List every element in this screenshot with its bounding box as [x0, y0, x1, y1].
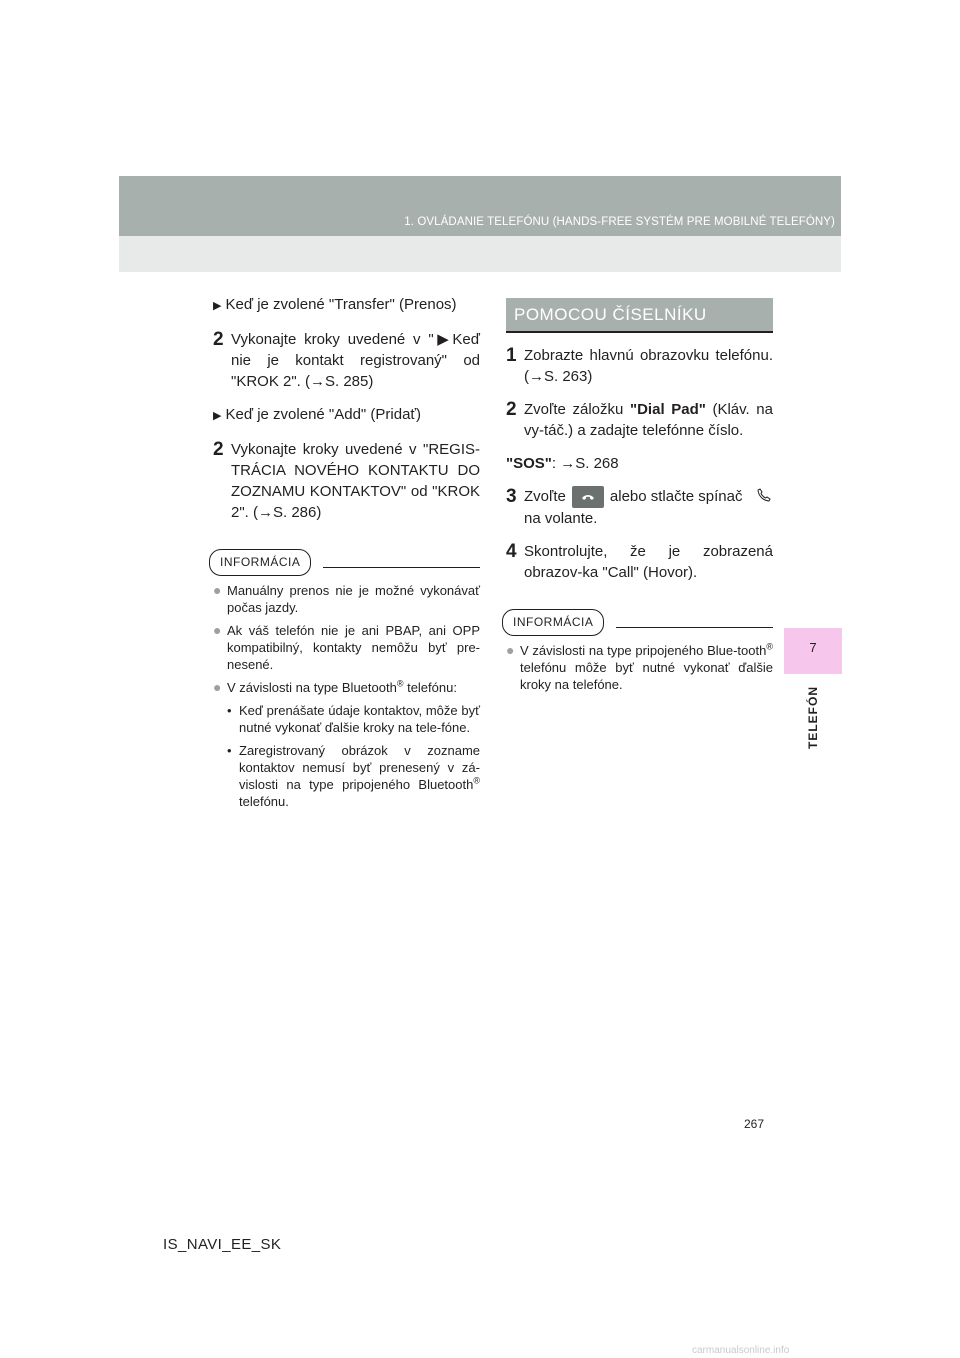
step-text: Zobrazte hlavnú obrazovku telefónu. (→S. 263)	[524, 347, 773, 385]
info-divider	[616, 627, 773, 628]
info-list	[213, 582, 480, 810]
step-number: 4	[506, 541, 517, 563]
step-1	[506, 345, 773, 387]
bullet-dot-icon: ●	[213, 582, 222, 598]
chapter-label	[800, 686, 826, 749]
header-subband	[119, 236, 841, 272]
step-transfer	[213, 329, 480, 392]
info-label: INFORMÁCIA	[209, 549, 311, 576]
step-text: Vykonajte kroky uvedené v "REGIS-TRÁCIA NOVÉHO KONTAKTU DO ZOZNAMU KONTAKTOV" od "KROK 2". (→S. 286)	[231, 441, 480, 521]
info-list	[506, 642, 773, 693]
add-heading	[213, 404, 480, 427]
step-text: Skontrolujte, že je zobrazená obrazov-ka "Call" (Hovor).	[524, 543, 773, 582]
chapter-label-text: TELEFÓN	[806, 686, 820, 749]
small-bullet-icon: •	[227, 743, 232, 758]
chapter-tab	[784, 628, 842, 674]
info-sub-item: • Zaregistrovaný obrázok v zozname kontaktov nemusí byť prenesený v zá-vislosti na type pripojeného Bluetooth® telefónu.	[227, 743, 480, 809]
step-add	[213, 439, 480, 523]
info-divider	[323, 567, 480, 568]
info-item: ● V závislosti na type Bluetooth® telefónu:	[213, 678, 457, 695]
step-number: 2	[506, 399, 517, 420]
step-4	[506, 541, 773, 583]
document-code: IS_NAVI_EE_SK	[163, 1236, 282, 1253]
step-3	[506, 486, 773, 529]
info-item: ● Ak váš telefón nie je ani PBAP, ani OPP kompatibilný, kontakty nemôžu byť pre-nesené.	[213, 622, 480, 672]
page-number: 267	[744, 1117, 765, 1131]
transfer-heading	[213, 294, 480, 317]
info-item: ● V závislosti na type pripojeného Blue-tooth® telefónu môže byť nutné vykonať ďalšie kroky na telefóne.	[506, 641, 773, 693]
bullet-dot-icon: ●	[213, 679, 222, 695]
add-heading-text: Keď je zvolené "Add" (Pridať)	[225, 406, 422, 423]
phone-switch-icon	[757, 487, 771, 508]
header-title: 1. OVLÁDANIE TELEFÓNU (HANDS-FREE SYSTÉM PRE MOBILNÉ TELEFÓNY)	[404, 216, 835, 228]
step-2	[506, 399, 773, 441]
small-bullet-icon: •	[227, 703, 232, 718]
step-number: 2	[213, 329, 224, 350]
info-label: INFORMÁCIA	[502, 609, 604, 636]
hang-up-button-icon	[572, 486, 604, 508]
info-item: ● Manuálny prenos nie je možné vykonávať počas jazdy.	[213, 582, 480, 615]
step-text: Zvoľte alebo stlačte spínač na volante.	[524, 486, 771, 529]
step-number: 2	[213, 439, 224, 460]
triangle-bullet-icon: ▶	[213, 300, 222, 312]
info-sub-item: • Keď prenášate údaje kontaktov, môže byť nutné vykonať ďalšie kroky na tele-fóne.	[227, 703, 480, 735]
section-title: POMOCOU ČÍSELNÍKU	[506, 298, 773, 333]
step-text: Vykonajte kroky uvedené v "▶Keď nie je kontakt registrovaný" od "KROK 2". (→S. 285)	[231, 331, 480, 390]
info-box	[506, 595, 773, 693]
header-band	[119, 176, 841, 236]
bullet-dot-icon: ●	[213, 622, 222, 638]
triangle-bullet-icon: ▶	[213, 410, 222, 422]
right-column	[506, 298, 773, 699]
transfer-heading-text: Keď je zvolené "Transfer" (Prenos)	[225, 296, 457, 313]
info-box	[213, 535, 480, 810]
step-text: Zvoľte záložku "Dial Pad" (Kláv. na vy-táč.) a zadajte telefónne číslo.	[524, 401, 773, 439]
step-number: 1	[506, 345, 517, 366]
chapter-number: 7	[809, 640, 817, 655]
watermark: carmanualsonline.info	[692, 1345, 790, 1356]
step-number: 3	[506, 486, 517, 507]
bullet-dot-icon: ●	[506, 642, 515, 659]
left-column	[213, 294, 480, 816]
sos-line: "SOS": →S. 268	[506, 455, 619, 472]
